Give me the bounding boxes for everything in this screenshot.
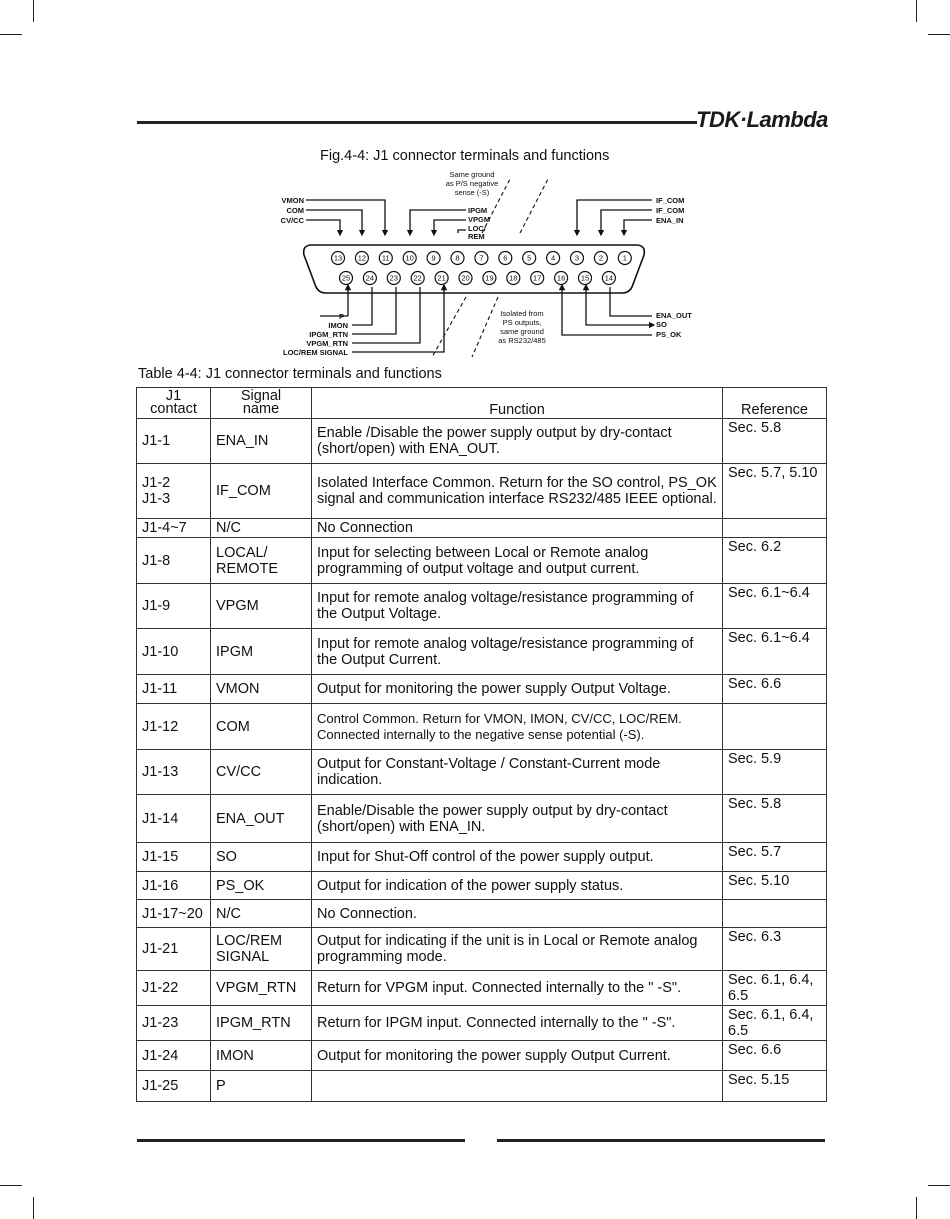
cell-function: Output for indicating if the unit is in Local or Remote analog programming mode. [312,928,723,971]
diag-label: COM [286,206,304,215]
crop-mark [33,1197,34,1219]
cell-signal: N/C [211,900,312,928]
diag-label: IF_COM [656,196,685,205]
table-row [137,900,827,928]
cell-contact: J1-1 [137,419,211,464]
table-row [137,584,827,629]
pin-number: 7 [479,253,484,263]
cell-function: Output for monitoring the power supply Output Current. [312,1041,723,1071]
pin-number: 17 [533,273,542,283]
cell-function: Output for indication of the power supply status. [312,872,723,900]
cell-signal: IF_COM [211,464,312,519]
cell-signal: COM [211,704,312,750]
pin-number: 3 [574,253,580,263]
cell-reference: Sec. 6.1~6.4 [723,584,827,629]
cell-signal: IPGM_RTN [211,1006,312,1041]
cell-reference: Sec. 5.8 [723,795,827,843]
table-row [137,1006,827,1041]
cell-function: Enable/Disable the power supply output by dry-contact (short/open) with ENA_IN. [312,795,723,843]
diag-label: VPGM [468,215,491,224]
pin-number: 5 [527,253,532,263]
diag-label: PS_OK [656,330,682,339]
crop-mark [916,0,917,22]
table-row [137,629,827,675]
diag-note: PS outputs, [502,318,542,327]
cell-reference [723,519,827,538]
table-row [137,538,827,584]
table-row [137,971,827,1006]
cell-contact: J1-14 [137,795,211,843]
cell-reference: Sec. 5.15 [723,1071,827,1102]
crop-mark [0,1185,22,1186]
diag-note: sense (-S) [454,188,490,197]
header-function: Function [312,388,723,419]
table-title: Table 4-4: J1 connector terminals and functions [138,366,442,382]
cell-contact: J1-13 [137,750,211,795]
cell-signal: LOC/REM SIGNAL [211,928,312,971]
cell-function: Return for IPGM input. Connected internally to the " -S". [312,1006,723,1041]
diag-note: Isolated from [500,309,544,318]
footer-rule [497,1139,825,1142]
cell-contact: J1-2 J1-3 [137,464,211,519]
crop-mark [0,34,22,35]
header-reference: Reference [723,388,827,419]
pin-number: 9 [431,253,436,263]
diag-label: LOC/ [468,224,486,233]
cell-contact: J1-24 [137,1041,211,1071]
cell-function: Input for remote analog voltage/resistance programming of the Output Voltage. [312,584,723,629]
pin-number: 18 [509,273,518,283]
diag-label: VMON [281,196,304,205]
cell-contact: J1-16 [137,872,211,900]
cell-contact: J1-21 [137,928,211,971]
cell-signal: N/C [211,519,312,538]
pin-number: 24 [365,273,375,283]
pin-number: 19 [485,273,494,283]
diag-label: REM [468,232,485,241]
table-row [137,843,827,872]
cell-function [312,1071,723,1102]
header-rule [137,121,697,124]
cell-function: Input for remote analog voltage/resistance programming of the Output Current. [312,629,723,675]
table-row [137,872,827,900]
cell-contact: J1-8 [137,538,211,584]
cell-reference: Sec. 6.3 [723,928,827,971]
pin-number: 23 [389,273,398,283]
table-row [137,675,827,704]
cell-reference: Sec. 6.2 [723,538,827,584]
cell-signal: LOCAL/ REMOTE [211,538,312,584]
crop-mark [928,34,950,35]
footer-rule [137,1139,465,1142]
cell-signal: IMON [211,1041,312,1071]
pin-number: 21 [437,273,446,283]
cell-contact: J1-10 [137,629,211,675]
cell-contact: J1-11 [137,675,211,704]
cell-signal: ENA_OUT [211,795,312,843]
figure-title: Fig.4-4: J1 connector terminals and functions [320,148,610,164]
pin-number: 8 [455,253,460,263]
cell-reference [723,900,827,928]
table-row [137,464,827,519]
cell-contact: J1-4~7 [137,519,211,538]
cell-signal: SO [211,843,312,872]
pin-number: 1 [622,253,627,263]
cell-function: Isolated Interface Common. Return for the SO control, PS_OK signal and communication interface RS232/485 IEEE optional. [312,464,723,519]
crop-mark [928,1185,950,1186]
pin-number: 15 [580,273,590,283]
cell-contact: J1-15 [137,843,211,872]
diag-label: IF_COM [656,206,685,215]
crop-mark [33,0,34,22]
pin-number: 11 [381,253,390,263]
cell-reference: Sec. 5.10 [723,872,827,900]
diag-label: CV/CC [280,216,304,225]
diag-note: Same ground [449,170,495,179]
cell-reference: Sec. 6.1, 6.4, 6.5 [723,1006,827,1041]
header-signal: Signal name [211,388,312,419]
table-row [137,519,827,538]
brand-logo: TDK·Lambda [696,107,828,132]
cell-reference: Sec. 6.6 [723,675,827,704]
table-row [137,704,827,750]
pin-number: 10 [405,253,414,263]
pin-number: 4 [551,253,556,263]
cell-reference [723,704,827,750]
diag-label: IPGM_RTN [309,330,348,339]
diag-label: SO [656,320,667,329]
table-row [137,928,827,971]
cell-signal: IPGM [211,629,312,675]
cell-reference: Sec. 5.7, 5.10 [723,464,827,519]
crop-mark [916,1197,917,1219]
cell-signal: VPGM_RTN [211,971,312,1006]
cell-signal: ENA_IN [211,419,312,464]
cell-contact: J1-23 [137,1006,211,1041]
diag-label: IPGM [468,206,488,215]
table-body [137,419,827,1102]
j1-terminals-table [136,387,827,1102]
cell-contact: J1-25 [137,1071,211,1102]
diag-note: as P/S negative [445,179,499,188]
table-row [137,795,827,843]
cell-function: Output for Constant-Voltage / Constant-Current mode indication. [312,750,723,795]
cell-function: Return for VPGM input. Connected internally to the " -S". [312,971,723,1006]
diag-label: VPGM_RTN [306,339,348,348]
pin-number: 6 [503,253,508,263]
diag-label: ENA_OUT [656,311,692,320]
cell-signal: P [211,1071,312,1102]
table-row [137,1071,827,1102]
table-row [137,419,827,464]
cell-signal: VMON [211,675,312,704]
cell-reference: Sec. 5.8 [723,419,827,464]
pin-number: 2 [598,253,603,263]
cell-contact: J1-9 [137,584,211,629]
cell-function: Control Common. Return for VMON, IMON, CV/CC, LOC/REM. Connected internally to the negative sense potential (-S). [312,704,723,750]
pin-number: 12 [357,253,367,263]
diag-label: LOC/REM SIGNAL [283,348,348,357]
diag-label: ENA_IN [656,216,684,225]
cell-reference: Sec. 6.1~6.4 [723,629,827,675]
diag-label: P [338,312,344,321]
cell-function: Enable /Disable the power supply output by dry-contact (short/open) with ENA_OUT. [312,419,723,464]
cell-signal: PS_OK [211,872,312,900]
cell-reference: Sec. 5.9 [723,750,827,795]
pin-number: 13 [333,253,343,263]
table-row [137,1041,827,1071]
diag-label: IMON [328,321,348,330]
cell-function: Input for Shut-Off control of the power supply output. [312,843,723,872]
cell-contact: J1-17~20 [137,900,211,928]
cell-signal: CV/CC [211,750,312,795]
diag-note: same ground [500,327,544,336]
pin-number: 14 [604,273,614,283]
cell-function: Input for selecting between Local or Remote analog programming of output voltage and output current. [312,538,723,584]
diag-note: as RS232/485 [498,336,546,345]
cell-function: No Connection [312,519,723,538]
cell-function: Output for monitoring the power supply Output Voltage. [312,675,723,704]
cell-function: No Connection. [312,900,723,928]
header-contact: J1 contact [137,388,211,419]
pin-number: 20 [461,273,470,283]
pin-number: 25 [341,273,351,283]
table-row [137,750,827,795]
cell-reference: Sec. 5.7 [723,843,827,872]
cell-reference: Sec. 6.1, 6.4, 6.5 [723,971,827,1006]
j1-connector-diagram [260,165,720,365]
cell-contact: J1-12 [137,704,211,750]
cell-contact: J1-22 [137,971,211,1006]
cell-signal: VPGM [211,584,312,629]
pin-number: 22 [413,273,422,283]
cell-reference: Sec. 6.6 [723,1041,827,1071]
pin-number: 16 [556,273,566,283]
